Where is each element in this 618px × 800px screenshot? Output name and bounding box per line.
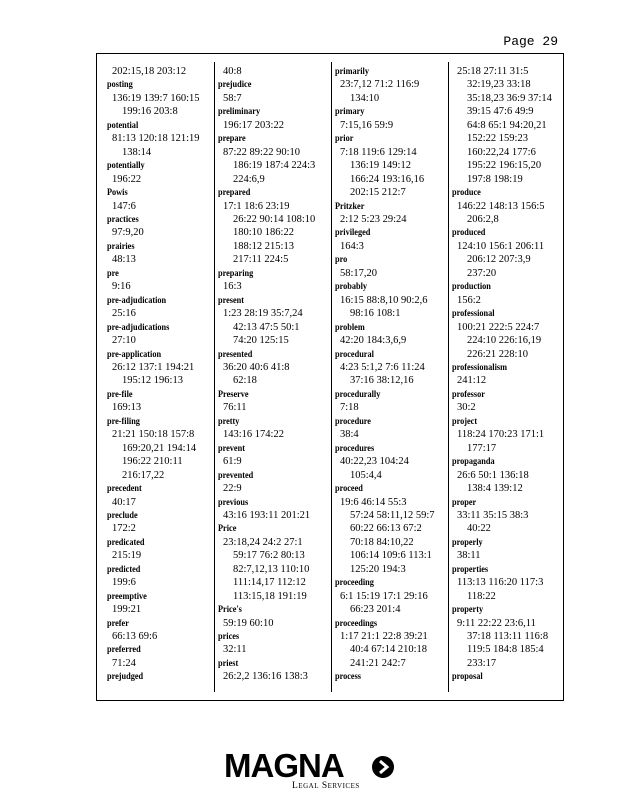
index-term: pre-filing xyxy=(107,415,140,426)
page-reference: 25:18 27:11 31:5 xyxy=(457,66,529,77)
page-reference: 237:20 xyxy=(467,267,497,279)
page-reference: 16:3 xyxy=(223,281,242,293)
index-term: pre-adjudication xyxy=(107,294,167,305)
page-reference: 206:2,8 xyxy=(467,213,499,225)
index-term: Powis xyxy=(107,187,128,198)
column-divider xyxy=(331,62,332,692)
page-number: Page 29 xyxy=(503,34,558,49)
index-term: pre-application xyxy=(107,348,162,359)
page-reference: 177:17 xyxy=(467,442,497,454)
index-column-2 xyxy=(218,54,328,700)
index-term: production xyxy=(452,281,491,292)
index-term: preferred xyxy=(107,644,141,655)
index-term: prevented xyxy=(218,469,254,480)
page-reference: 172:2 xyxy=(112,523,136,535)
page-reference: 152:22 159:23 xyxy=(467,133,528,145)
index-term: pre-adjudications xyxy=(107,321,170,332)
page-reference: 26:22 90:14 108:10 xyxy=(233,213,316,225)
index-term: preemptive xyxy=(107,590,147,601)
index-term: privileged xyxy=(335,227,371,238)
arrow-circle-icon xyxy=(372,756,394,778)
index-term: Preserve xyxy=(218,388,249,399)
index-term: proceeding xyxy=(335,577,374,588)
page-reference: 6:1 15:19 17:1 29:16 xyxy=(340,590,428,602)
index-term: potential xyxy=(107,119,139,130)
page-reference: 9:16 xyxy=(112,281,131,293)
page-reference: 27:10 xyxy=(112,335,136,347)
magna-logo xyxy=(224,748,396,792)
page-reference: 7:18 119:6 129:14 xyxy=(340,146,417,158)
page-reference: 57:24 58:11,12 59:7 xyxy=(350,509,435,521)
page-reference: 233:17 xyxy=(467,657,497,669)
page-reference: 23:18,24 24:2 27:1 xyxy=(223,536,303,548)
index-term: prepare xyxy=(218,133,246,144)
index-term: presented xyxy=(218,348,253,359)
page-reference: 23:7,12 71:2 116:9 xyxy=(340,79,420,91)
page-reference: 124:10 156:1 206:11 xyxy=(457,240,545,252)
logo-tagline: Legal Services xyxy=(292,781,360,791)
column-divider xyxy=(448,62,449,692)
page-reference: 100:21 222:5 224:7 xyxy=(457,321,540,333)
page-reference: 196:17 203:22 xyxy=(223,119,284,131)
page-reference: 202:15 212:7 xyxy=(350,187,406,199)
page-reference: 26:12 137:1 194:21 xyxy=(112,361,195,373)
index-term: procedures xyxy=(335,442,375,453)
page-reference: 217:11 224:5 xyxy=(233,254,289,266)
page-reference: 169:13 xyxy=(112,402,142,414)
page-reference: 61:9 xyxy=(223,456,242,468)
page-reference: 71:24 xyxy=(112,657,136,669)
page-reference: 58:7 xyxy=(223,92,242,104)
page-reference: 37:18 113:11 116:8 xyxy=(467,631,549,643)
index-term: process xyxy=(335,671,362,682)
page-reference: 40:22 xyxy=(467,523,491,535)
page-reference: 82:7,12,13 110:10 xyxy=(233,563,310,575)
page-reference: 199:6 xyxy=(112,577,136,589)
page-reference: 76:11 xyxy=(223,402,247,414)
index-term: predicated xyxy=(107,536,145,547)
page-reference: 138:4 139:12 xyxy=(467,483,523,495)
page-reference: 32:11 xyxy=(223,644,247,656)
page-reference: 164:3 xyxy=(340,240,364,252)
page-reference: 111:14,17 112:12 xyxy=(233,577,306,589)
page-reference: 38:11 xyxy=(457,550,481,562)
page-reference: 106:14 109:6 113:1 xyxy=(350,550,432,562)
index-term: Price xyxy=(218,523,237,534)
page-reference: 136:19 139:7 160:15 xyxy=(112,92,200,104)
index-term: previous xyxy=(218,496,249,507)
index-term: procedurally xyxy=(335,388,381,399)
page-reference: 48:13 xyxy=(112,254,136,266)
page-reference: 119:5 184:8 185:4 xyxy=(467,644,544,656)
page-reference: 17:1 18:6 23:19 xyxy=(223,200,290,212)
page-reference: 42:13 47:5 50:1 xyxy=(233,321,300,333)
page-reference: 39:15 47:6 49:9 xyxy=(467,106,534,118)
page-reference: 138:14 xyxy=(122,146,152,158)
index-term: prior xyxy=(335,133,354,144)
page-reference: 147:6 xyxy=(112,200,136,212)
page-reference: 22:9 xyxy=(223,483,242,495)
index-term: pre xyxy=(107,267,119,278)
page-reference: 226:21 228:10 xyxy=(467,348,528,360)
index-term: properly xyxy=(452,536,483,547)
index-term: proceed xyxy=(335,483,363,494)
index-term: Price's xyxy=(218,604,242,615)
page-reference: 35:18,23 36:9 37:14 xyxy=(467,92,552,104)
page-reference: 169:20,21 194:14 xyxy=(122,442,197,454)
page-reference: 66:13 69:6 xyxy=(112,631,158,643)
page-reference: 59:19 60:10 xyxy=(223,617,274,629)
index-term: proposal xyxy=(452,671,483,682)
index-term: potentially xyxy=(107,160,145,171)
index-term: predicted xyxy=(107,563,141,574)
page-reference: 26:6 50:1 136:18 xyxy=(457,469,529,481)
index-term: proper xyxy=(452,496,477,507)
page-reference: 113:13 116:20 117:3 xyxy=(457,577,544,589)
page-reference: 125:20 194:3 xyxy=(350,563,406,575)
page-reference: 195:12 196:13 xyxy=(122,375,183,387)
page-reference: 42:20 184:3,6,9 xyxy=(340,335,407,347)
index-term: propaganda xyxy=(452,456,495,467)
index-term: problem xyxy=(335,321,365,332)
index-term: posting xyxy=(107,79,133,90)
index-column-1 xyxy=(107,54,212,700)
index-term: pro xyxy=(335,254,348,265)
index-term: proceedings xyxy=(335,617,378,628)
page-reference: 241:12 xyxy=(457,375,487,387)
page-reference: 40:4 67:14 210:18 xyxy=(350,644,428,656)
page-reference: 202:15,18 203:12 xyxy=(112,66,187,77)
index-term: probably xyxy=(335,281,368,292)
index-term: prices xyxy=(218,631,240,642)
page-reference: 180:10 186:22 xyxy=(233,227,294,239)
page-reference: 224:6,9 xyxy=(233,173,265,185)
page-reference: 199:16 203:8 xyxy=(122,106,178,118)
page-reference: 113:15,18 191:19 xyxy=(233,590,307,602)
page-reference: 19:6 46:14 55:3 xyxy=(340,496,407,508)
index-term: precedent xyxy=(107,483,142,494)
page-reference: 196:22 xyxy=(112,173,142,185)
index-term: project xyxy=(452,415,478,426)
index-term: Pritzker xyxy=(335,200,365,211)
column-divider xyxy=(214,62,215,692)
index-term: produced xyxy=(452,227,486,238)
index-term: procedural xyxy=(335,348,374,359)
page-reference: 21:21 150:18 157:8 xyxy=(112,429,195,441)
page-reference: 60:22 66:13 67:2 xyxy=(350,523,422,535)
index-term: prejudice xyxy=(218,79,252,90)
page-reference: 2:12 5:23 29:24 xyxy=(340,213,407,225)
index-column-3 xyxy=(335,54,445,700)
page-reference: 74:20 125:15 xyxy=(233,335,289,347)
index-term: property xyxy=(452,604,484,615)
index-frame xyxy=(96,53,564,701)
index-term: professionalism xyxy=(452,361,507,372)
page-reference: 160:22,24 177:6 xyxy=(467,146,536,158)
index-term: primary xyxy=(335,106,365,117)
index-term: priest xyxy=(218,657,239,668)
page-reference: 1:17 21:1 22:8 39:21 xyxy=(340,631,428,643)
page-reference: 62:18 xyxy=(233,375,257,387)
page-reference: 156:2 xyxy=(457,294,481,306)
page-reference: 216:17,22 xyxy=(122,469,165,481)
page-reference: 32:19,23 33:18 xyxy=(467,79,531,91)
page-reference: 37:16 38:12,16 xyxy=(350,375,414,387)
index-term: preliminary xyxy=(218,106,261,117)
index-term: prairies xyxy=(107,240,135,251)
page-reference: 98:16 108:1 xyxy=(350,308,401,320)
logo-wordmark: MAGNA xyxy=(224,747,344,784)
index-term: prepared xyxy=(218,187,251,198)
page-reference: 81:13 120:18 121:19 xyxy=(112,133,200,145)
page-reference: 59:17 76:2 80:13 xyxy=(233,550,305,562)
page-reference: 1:23 28:19 35:7,24 xyxy=(223,308,303,320)
index-term: professor xyxy=(452,388,485,399)
index-term: pre-file xyxy=(107,388,133,399)
page-reference: 26:2,2 136:16 138:3 xyxy=(223,671,308,683)
page-reference: 66:23 201:4 xyxy=(350,604,401,616)
page-reference: 43:16 193:11 201:21 xyxy=(223,509,311,521)
page-reference: 25:16 xyxy=(112,308,136,320)
page-reference: 36:20 40:6 41:8 xyxy=(223,361,290,373)
page-reference: 166:24 193:16,16 xyxy=(350,173,425,185)
page-reference: 118:24 170:23 171:1 xyxy=(457,429,545,441)
index-term: prejudged xyxy=(107,671,144,682)
index-term: preclude xyxy=(107,509,138,520)
page-reference: 40:17 xyxy=(112,496,136,508)
page-reference: 38:4 xyxy=(340,429,359,441)
index-term: present xyxy=(218,294,245,305)
page-reference: 186:19 187:4 224:3 xyxy=(233,160,316,172)
page-reference: 7:15,16 59:9 xyxy=(340,119,394,131)
page-reference: 30:2 xyxy=(457,402,476,414)
page-reference: 7:18 xyxy=(340,402,359,414)
index-term: primarily xyxy=(335,66,369,76)
page-reference: 97:9,20 xyxy=(112,227,144,239)
page-reference: 33:11 35:15 38:3 xyxy=(457,509,529,521)
index-column-4 xyxy=(452,54,562,700)
index-term: professional xyxy=(452,308,495,319)
page-reference: 16:15 88:8,10 90:2,6 xyxy=(340,294,428,306)
page-reference: 118:22 xyxy=(467,590,496,602)
index-term: prefer xyxy=(107,617,129,628)
page-reference: 206:12 207:3,9 xyxy=(467,254,531,266)
page-reference: 40:8 xyxy=(223,66,242,77)
index-term: pretty xyxy=(218,415,240,426)
page-reference: 134:10 xyxy=(350,92,380,104)
page-reference: 196:22 210:11 xyxy=(122,456,183,468)
page-reference: 64:8 65:1 94:20,21 xyxy=(467,119,547,131)
page-reference: 146:22 148:13 156:5 xyxy=(457,200,545,212)
page-reference: 87:22 89:22 90:10 xyxy=(223,146,301,158)
index-term: procedure xyxy=(335,415,371,426)
page-reference: 9:11 22:22 23:6,11 xyxy=(457,617,536,629)
page-reference: 199:21 xyxy=(112,604,142,616)
index-term: prevent xyxy=(218,442,245,453)
page-reference: 136:19 149:12 xyxy=(350,160,411,172)
index-term: properties xyxy=(452,563,489,574)
page-reference: 224:10 226:16,19 xyxy=(467,335,542,347)
page-reference: 70:18 84:10,22 xyxy=(350,536,414,548)
page-reference: 241:21 242:7 xyxy=(350,657,406,669)
page-reference: 188:12 215:13 xyxy=(233,240,294,252)
index-term: preparing xyxy=(218,267,254,278)
page-reference: 195:22 196:15,20 xyxy=(467,160,542,172)
index-term: produce xyxy=(452,187,481,198)
page-reference: 58:17,20 xyxy=(340,267,378,279)
page-reference: 40:22,23 104:24 xyxy=(340,456,409,468)
page-reference: 215:19 xyxy=(112,550,142,562)
index-term: practices xyxy=(107,213,139,224)
page-reference: 4:23 5:1,2 7:6 11:24 xyxy=(340,361,425,373)
page-reference: 143:16 174:22 xyxy=(223,429,284,441)
page-reference: 197:8 198:19 xyxy=(467,173,523,185)
page-reference: 105:4,4 xyxy=(350,469,382,481)
